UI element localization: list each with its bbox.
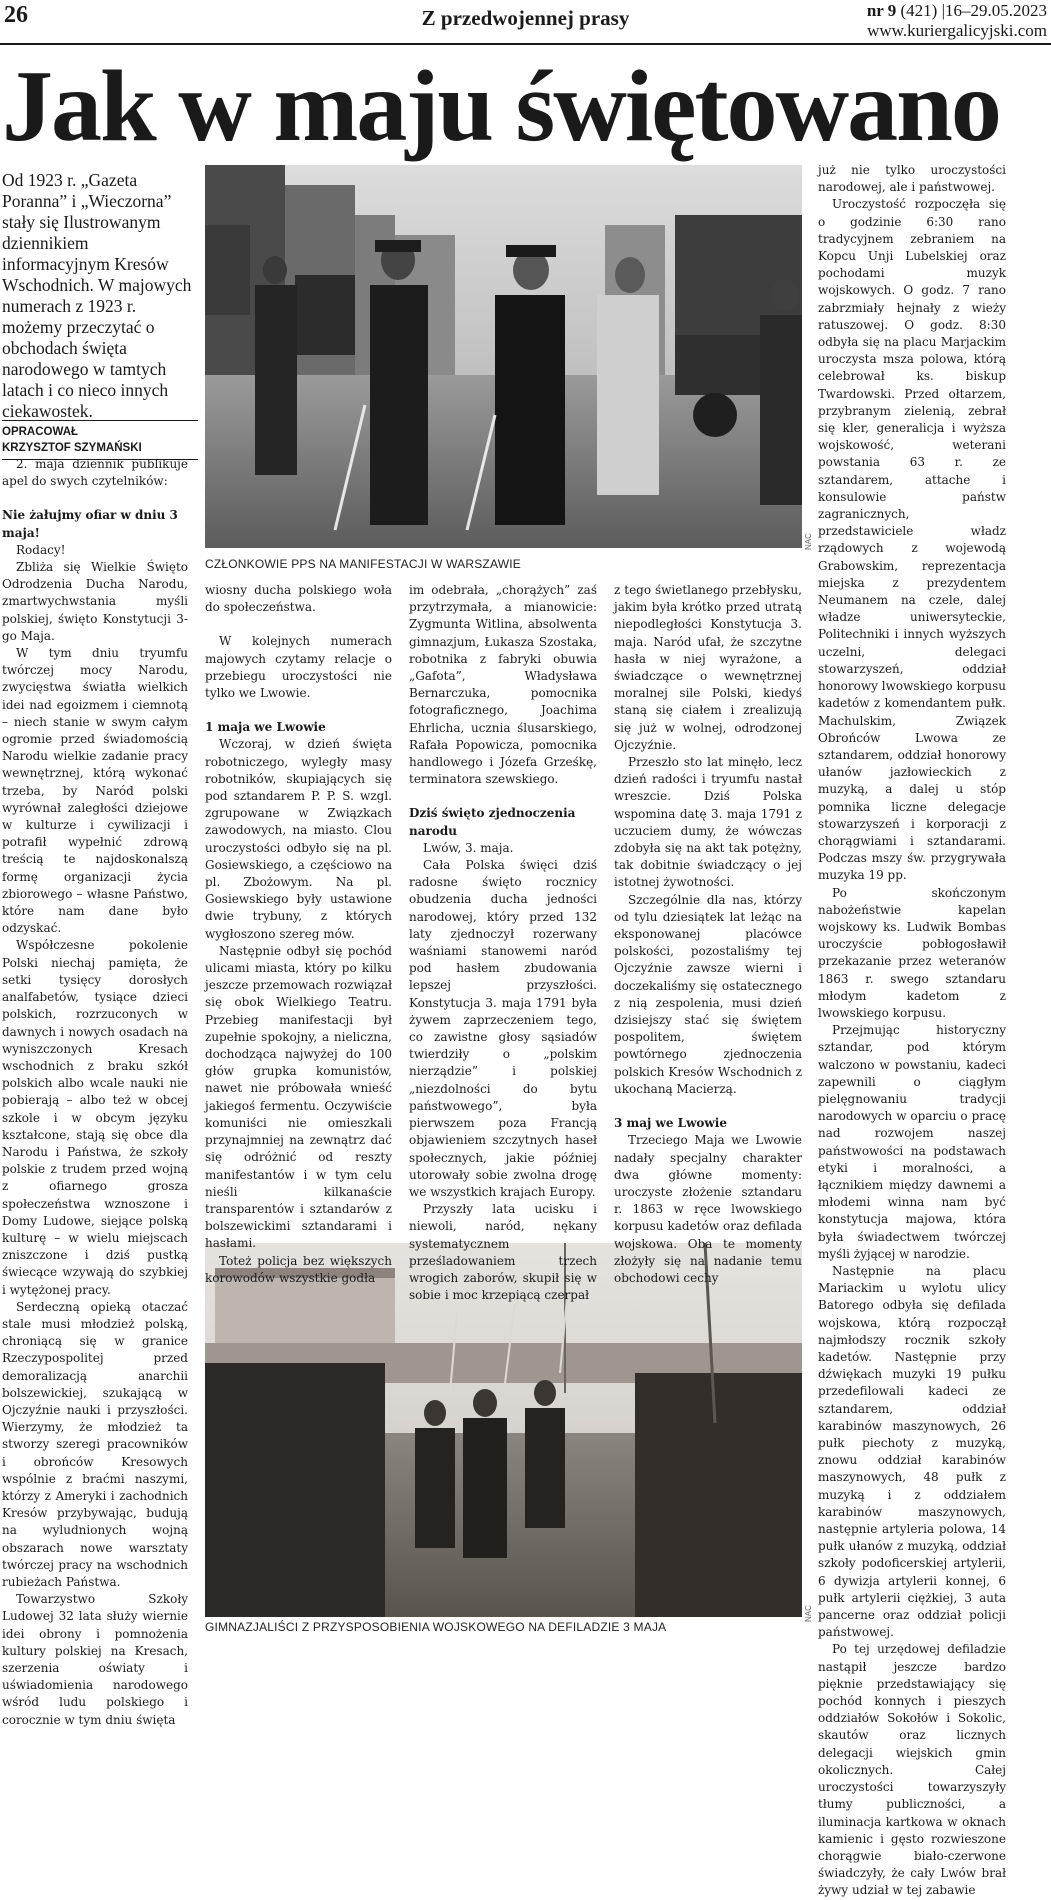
col3-p4: Przyszły lata ucisku i niewoli, naród, nękany systematycznem prześladowaniem trzech wrogich zaborów, skupił się w sobie i moc krzepiącą czerpał bbox=[409, 1202, 597, 1303]
column-1 bbox=[2, 456, 188, 1729]
col3-p2: Lwów, 3. maja. bbox=[423, 840, 514, 855]
page-number: 26 bbox=[4, 2, 28, 28]
top-photo bbox=[205, 165, 802, 548]
col5-p1: już nie tylko uroczystości narodowej, ale i państwowej. bbox=[818, 163, 1006, 195]
page-header bbox=[0, 0, 1051, 44]
article-title: Jak w maju świętowano bbox=[2, 50, 1000, 163]
article-lede: Od 1923 r. „Gazeta Poranna” i „Wieczorna” stały się Ilustrowanym dziennikiem informacyjnym Kresów Wschodnich. W majowych numerach z 1923 r. możemy przeczytać o obchodach święta narodowego w tamtych latach i co nieco innych ciekawostek. bbox=[2, 170, 192, 421]
top-photo-caption: CZŁONKOWIE PPS NA MANIFESTACJI W WARSZAWIE bbox=[205, 557, 521, 571]
bottom-photo-caption: GIMNAZJALIŚCI Z PRZYSPOSOBIENIA WOJSKOWEGO NA DEFILADZIE 3 MAJA bbox=[205, 1620, 667, 1634]
top-photo-credit: NAC bbox=[804, 533, 813, 550]
col5-p2: Uroczystość rozpoczęła się o godzinie 6:30 rano tradycyjnem zebraniem na Kopcu Unji Lubelskiej oraz pochodami muzyk wojskowych. O godz. 7 rano zabrzmiały hejnały z wieży ratuszowej. O godz. 8:30 odbyła się na placu Marjackim uroczysta msza polowa, którą celebrował ks. biskup Twardowski. Przed ołtarzem, przybranym zielenią, zebrał się kler, generalicja i wyższa wojskowość, weterani powstania 63 r. ze sztandarem, attache i konsulowie państw zagranicznych, przedstawiciele władz rządowych z wojewodą Grabowskim, reprezentacja miejska z prezydentem Neumanem na czele, dalej władze uniwersyteckie, Politechniki i innych wyższych uczelni, delegaci stowarzyszeń, oddział honorowy lwowskiego korpusu kadetów z komendantem pułk. Machulskim, Związek Obrońców Lwowa ze sztandarem, oddział honorowy ułanów jazłowieckich z muzyką, a dalej u stóp pomnika liczne delegacje stowarzyszeń i korporacji z chorągwiami i sztandarami. Podczas mszy św. przygrywała muzyka 19 pp. bbox=[818, 197, 1006, 883]
col4-p4: Trzeciego Maja we Lwowie nadały specjalny charakter dwa główne momenty: uroczyste złożenie sztandaru r. 1863 w ręce lwowskiego korpusu kadetów oraz defilada wojskowa. Oba te momenty złożyły się na nadanie temu obchodowi cechy bbox=[614, 1133, 802, 1285]
col1-p5: Serdeczną opieką otaczać stale musi młodzież polską, chroniącą się w granice Rzeczypospolitej przed demoralizacją anarchii bolszewickiej, szukającą w Ojczyźnie nauki i przyszłości. Wierzymy, że młodzież ta stworzy szeregi pracowników i obrońców Kresowych wspólnie z braćmi naszymi, którzy z Ameryki i zachodnich Kresów przybywając, budują na wyludnionych wojną obszarach nowe warsztaty twórczej pracy na wschodnich rubieżach Państwa. bbox=[2, 1299, 188, 1589]
column-5 bbox=[818, 162, 1006, 1900]
col3-heading: Dziś święto zjednoczenia narodu bbox=[409, 806, 576, 838]
issue-number: nr 9 bbox=[866, 1, 897, 20]
col1-heading: Nie żałujmy ofiar w dniu 3 maja! bbox=[2, 508, 178, 540]
col2-p1: wiosny ducha polskiego woła do społeczeństwa. bbox=[205, 583, 392, 615]
col5-p4: Przejmując historyczny sztandar, pod którym walczono w powstaniu, kadeci zapewnili o ciągłym pielęgnowaniu tradycji narodowych w oparciu o pracę nad rozwojem naszej państwowości na podstawach etyki i moralności, a łącznikiem między dawnemi a młodemi winna nam być konstytucja majowa, która była świadectwem twórczej myśli żyjącej w narodzie. bbox=[818, 1023, 1006, 1261]
col5-p5: Następnie na placu Mariackim u wylotu ulicy Batorego odbyła się defilada wojskowa, którą rozpoczął najmłodszy rocznik szkoły kadetów. Następnie przy dźwiękach muzyki 19 pułku przedefilowali kadeci ze sztandarem, oddział karabinów maszynowych, 26 pułk piechoty z muzyką, znowu oddział karabinów maszynowych, 48 pułk z muzyką i z oddziałem karabinów maszynowych, następnie artyleria polowa, 14 pułk ułanów z muzyką, oddział szkoły podoficerskiej artylerii, 6 dywizja artylerii konnej, 6 pułk artylerii ciężkiej, 3 auta pancerne oraz oddział policji państwowej. bbox=[818, 1264, 1006, 1640]
col4-p2: Przeszło sto lat minęło, lecz dzień radości i tryumfu nastał wreszcie. Dziś Polska wspomina datę 3. maja 1791 z uczuciem dumy, że wówczas zdobyła się na akt tak potężny, tak dobitnie świadczący o jej istotnej żywotności. bbox=[614, 755, 802, 890]
col3-p1: im odebrała, „chorążych” zaś przytrzymała, a mianowicie: Zygmunta Witlina, absolwenta gimnazjum, Łukasza Szostaka, robotnika z fabryki obuwia „Gafota”, Władysława Bernarczuka, pomocnika fotograficznego, Joachima Ehrlicha, ucznia ślusarskiego, Rafała Popowicza, pomocnika handlowego i Józefa Grześkę, terminatora szewskiego. bbox=[409, 583, 597, 787]
col4-heading: 3 maj we Lwowie bbox=[614, 1116, 727, 1131]
col4-p3: Szczególnie dla nas, którzy od tylu dziesiątek lat leżąc na eksponowanej placówce polskości, pozostaliśmy tej Ojczyźnie zawsze wierni i doczekaliśmy się ostatecznego z nią zespolenia, musi dzień dzisiejszy stać się świętem pospolitem, świętem powtórnego zjednoczenia polskich Kresów Wschodnich z ukochaną Macierzą. bbox=[614, 892, 802, 1096]
col2-heading: 1 maja we Lwowie bbox=[205, 720, 326, 735]
col2-p3: Wczoraj, w dzień święta robotniczego, wyległy masy robotników, skupiających się pod sztandarem P. P. S. wzgl. zgrupowane w Związkach zawodowych, na miasto. Clou uroczystości odbyło się na pl. Gosiewskiego, a częściowo na pl. Zbożowym. Na pl. Gosiewskiego były ustawione dwie trybuny, z których wygłoszono szereg mów. bbox=[205, 737, 392, 941]
column-4 bbox=[614, 582, 802, 1287]
col1-p1: Rodacy! bbox=[16, 542, 66, 557]
byline-author: KRZYSZTOF SZYMAŃSKI bbox=[2, 442, 142, 454]
col3-p3: Cała Polska święci dziś radosne święto rocznicy obudzenia ducha jedności narodowej, który przed 132 laty zjednoczył rozerwany waśniami stanowemi naród pod hasłem zbudowania lepszej przyszłości. Konstytucja 3. maja 1791 była żywem zaprzeczeniem tego, co zawistne głosy sąsiadów twierdziły o „polskim nierządzie” i polskiej „niezdolności do bytu państwowego”, była pierwszem poza Francją objawieniem szczytnych haseł społecznych, jakie później utorowały sobie zwolna drogę we wszystkich krajach Europy. bbox=[409, 858, 597, 1199]
issue-info bbox=[867, 1, 1047, 41]
col4-p1: z tego świetlanego przebłysku, jakim była krótko przed utratą niepodległości Konstytucja 3. maja. Naród ufał, że szczytne hasła w niej wyrażone, a świadczące o wewnętrznej moralnej sile Polski, kiedyś staną się ciałem i zrealizują się już w wolnej, odrodzonej Ojczyźnie. bbox=[614, 583, 802, 752]
col2-p2: W kolejnych numerach majowych czytamy relacje o przebiegu uroczystości nie tylko we Lwowie. bbox=[205, 634, 392, 701]
col1-p3: W tym dniu tryumfu twórczej mocy Narodu, zwycięstwa światła wielkich idei nad egoizmem i ciemnotą – niech stanie w swym całym ogromie przed świadomością Narodu wielkie zadanie pracy wewnętrznej, którą wykonać trzeba, by Naród polski wyrównał zaległości dziejowe w kulturze i cywilizacji i potrafił wypełnić zdrową treścią te najdoskonalszą formę organizacji życia zbiorowego – własne Państwo, które nam dane było odzyskać. bbox=[2, 646, 188, 936]
column-2 bbox=[205, 582, 392, 1287]
bottom-photo-credit: NAC bbox=[804, 1605, 813, 1622]
col1-p4: Współczesne pokolenie Polski niechaj pamięta, że setki tysięcy dorosłych analfabetów, tysiące dzieci polskich, rozrzuconych w dawnych i nowych osadach na wyniszczonych Kresach wschodnich z braku szkół polskich albo wcale nauki nie pobierają – albo też w obcej szkole i w obcym języku kształcone, stają się obce dla Narodu i Państwa, że szkoły polskie z trudem przed wojną z ofiarnego grosza społeczeństwa wznoszone i Domy Ludowe, siejące polską kulturę – w wielu miejscach zniszczone i dziś pustką świecące wzywają do szybkiej i wytężonej pracy. bbox=[2, 938, 188, 1297]
byline bbox=[2, 420, 198, 460]
col2-p5: Toteż policja bez większych korowodów wszystkie godła bbox=[205, 1253, 392, 1285]
col1-intro: 2. maja dziennik publikuje apel do swych czytelników: bbox=[2, 457, 188, 489]
col1-p2: Zbliża się Wielkie Święto Odrodzenia Ducha Narodu, zmartwychwstania myśli polskiej, święto Konstytucji 3-go Maja. bbox=[2, 560, 188, 643]
col5-p3: Po skończonym nabożeństwie kapelan wojskowy ks. Ludwik Bombas uroczyście pobłogosławił przekazanie przez weteranów 1863 r. swego sztandaru młodym kadetom z lwowskiego korpusu. bbox=[818, 885, 1006, 1020]
col1-p6: Towarzystwo Szkoły Ludowej 32 lata służy wiernie idei obrony i pomnożenia kultury polskiej na Kresach, szerzenia oświaty i uświadomienia narodowego wśród ludu polskiego i corocznie w tym dniu święta bbox=[2, 1592, 188, 1727]
top-photo-image bbox=[205, 165, 802, 548]
website-link[interactable]: www.kuriergalicyjski.com bbox=[867, 21, 1047, 40]
header-rule bbox=[0, 43, 1051, 45]
byline-label: OPRACOWAŁ bbox=[2, 426, 79, 438]
col2-p4: Następnie odbył się pochód ulicami miasta, który po kilku jeszcze przemowach rozwiązał się obok Wielkiego Teatru. Przebieg manifestacji był zupełnie spokojny, a nieliczna, dochodząca najwyżej do 100 głów grupka komunistów, nawet nie próbowała wnieść jakiegoś fermentu. Oczywiście komuniści nie omieszkali przynajmniej na zewnątrz dać się odróżnić od reszty manifestantów i w tym celu nieśli kilkanaście transparentów i sztandarów z bolszewickimi sztandarami i hasłami. bbox=[205, 943, 392, 1251]
column-3 bbox=[409, 582, 597, 1304]
section-title: Z przedwojennej prasy bbox=[421, 6, 630, 30]
col5-p6: Po tej urzędowej defiladzie nastąpił jeszcze bardzo pięknie przedstawiający się pochód konnych i pieszych oddziałów Sokołów i Sokolic, skautów oraz licznych delegacji wiejskich gmin okolicznych. Całej uroczystości towarzyszyły tłumy publiczności, a iluminacja kartkowa w oknach kamienic i gęsto rozwieszone chorągwie biało-czerwone świadczyły, że cały Lwów brał żywy udział w tej zabawie bbox=[818, 1642, 1006, 1898]
issue-detail: (421) |16–29.05.2023 bbox=[900, 1, 1047, 20]
